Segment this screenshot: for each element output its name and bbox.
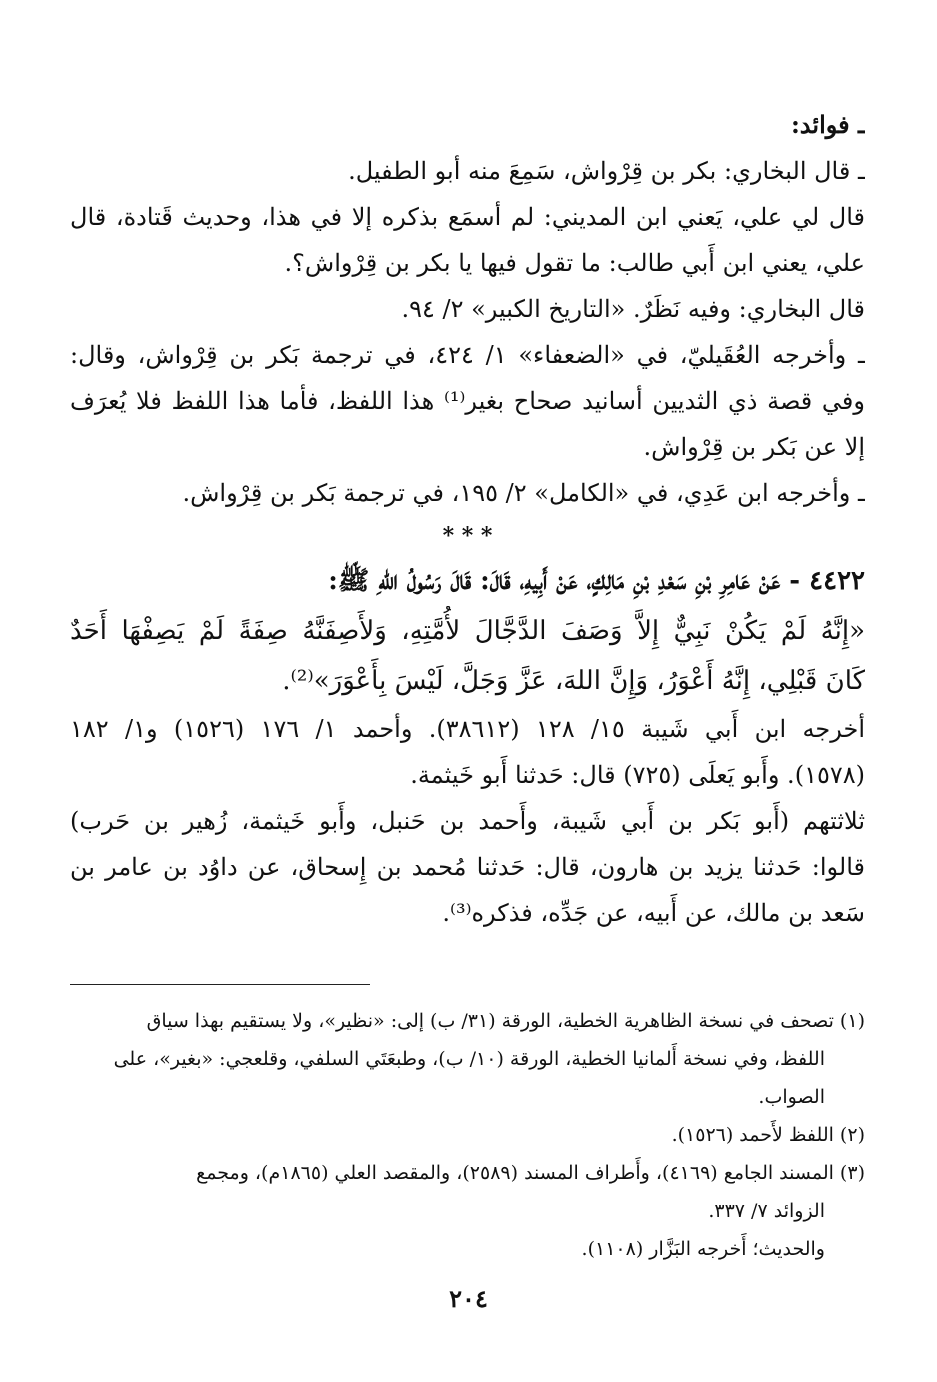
footnote-line: الزوائد ٧/ ٣٣٧.: [708, 1200, 825, 1222]
hadith-line: كَانَ قَبْلِي، إِنَّهُ أَعْوَرُ، وَإِنَّ اللهَ، عَزَّ وَجَلَّ، لَيْسَ بِأَعْوَرَ»⁽²⁾.: [282, 666, 865, 696]
text-line: إلا عن بَكر بن قِرْواش.: [643, 433, 865, 461]
takhrij-line: قالوا: حَدثنا يزيد بن هارون، قال: حَدثنا مُحمد بن إِسحاق، عن داوُد بن عامر بن: [70, 853, 865, 881]
text-line: علي، يعني ابن أَبي طالب: ما تقول فيها يا بكر بن قِرْواش؟.: [284, 249, 865, 277]
takhrij-line: أخرجه ابن أَبي شَيبة ١٥/ ١٢٨ (٣٨٦١٢). وأحمد ١/ ١٧٦ (١٥٢٦) و١/ ١٨٢: [70, 715, 865, 743]
footnote-line: (١) تصحف في نسخة الظاهرية الخطية، الورقة (٣١/ ب) إلى: «نظير»، ولا يستقيم بهذا سياق: [146, 1010, 865, 1032]
footnotes: [70, 1002, 865, 1268]
footnote-line: والحديث؛ أَخرجه البَزَّار (١١٠٨).: [581, 1238, 825, 1260]
text-line: وفي قصة ذي الثديين أسانيد صحاح بغير⁽¹⁾ هذا اللفظ، فأما هذا اللفظ فلا يُعرَف: [70, 387, 865, 415]
hadith-line: «إِنَّهُ لَمْ يَكُنْ نَبِيٌّ إِلاَّ وَصَفَ الدَّجَّالَ لأُمَّتِهِ، وَلأَصِفَنَّهُ صِفَةً لَمْ يَصِفْهَا أَحَدٌ: [70, 616, 865, 646]
text-line: ـ وأخرجه ابن عَدِي، في «الكامل» ٢/ ١٩٥، في ترجمة بَكر بن قِرْواش.: [182, 479, 865, 507]
text-line: قال لي علي، يَعني ابن المديني: لم أسمَع بذكره إلا في هذا، وحديث قَتادة، قال: [70, 203, 865, 231]
footnote-line: الصواب.: [758, 1086, 825, 1108]
takhrij-line: (١٥٧٨). وأَبو يَعلَى (٧٢٥) قال: حَدثنا أَبو خَيثمة.: [410, 761, 865, 789]
takhrij-line: سَعد بن مالك، عن أَبيه، عن جَدِّه، فذكره⁽³⁾.: [442, 899, 865, 927]
footnote-line: اللفظ، وفي نسخة أَلمانيا الخطية، الورقة (١٠/ ب)، وطبعَتَي السلفي، وقلعجي: «بغير»، على: [113, 1048, 825, 1070]
section-heading: ـ فوائد:: [790, 110, 865, 139]
footnote-line: (٣) المسند الجامع (٤١٦٩)، وأَطراف المسند (٢٥٨٩)، والمقصد العلي (١٨٦٥م)، ومجمع: [196, 1162, 865, 1184]
hadith-line: ٤٤٢٢ - عَنْ عَامِرِ بْنِ سَعْدِ بْنِ مَالِكٍ، عَنْ أَبِيهِ، قَالَ: قَالَ رَسُولُ اللهِ ﷺ:: [328, 566, 865, 596]
page-number: ٢٠٤: [449, 1284, 488, 1313]
text-line: ـ وأخرجه العُقَيليّ، في «الضعفاء» ١/ ٤٢٤، في ترجمة بَكر بن قِرْواش، وقال:: [70, 341, 865, 369]
text-line: ـ قال البخاري: بكر بن قِرْواش، سَمِعَ منه أبو الطفيل.: [348, 157, 865, 185]
text-line: قال البخاري: وفيه نَظَرٌ. «التاريخ الكبير» ٢/ ٩٤.: [401, 295, 865, 323]
section-separator: * * *: [442, 523, 493, 549]
footnote-line: (٢) اللفظ لأَحمد (١٥٢٦).: [671, 1124, 865, 1146]
main-text: [70, 102, 865, 936]
takhrij-line: ثلاثتهم (أَبو بَكر بن أَبي شَيبة، وأَحمد بن حَنبل، وأَبو خَيثمة، زُهير بن حَرب): [70, 807, 865, 835]
footnote-rule: [70, 984, 370, 985]
